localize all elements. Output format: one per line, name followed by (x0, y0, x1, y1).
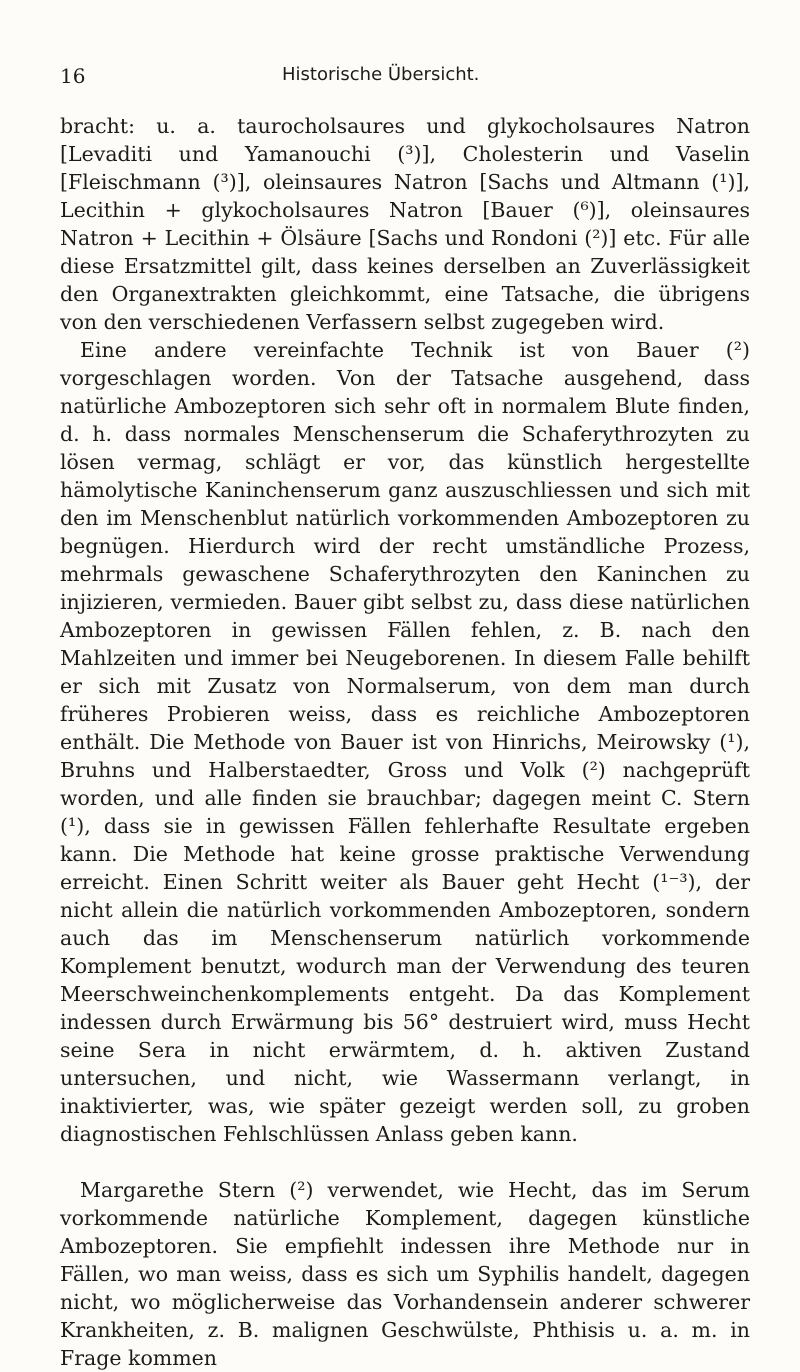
paragraph-3: Margarethe Stern (²) verwendet, wie Hecht, das im Serum vorkommende natürliche Komplement, dagegen künstliche Ambozeptoren. Sie empfiehlt indessen ihre Methode nur in Fällen, wo man weiss, dass es sich um Syphilis handelt, dagegen nicht, wo möglicherweise das Vorhandensein anderer schwerer Krankheiten, z. B. malignen Geschwülste, Phthisis u. a. m. in Frage kommen (60, 1178, 750, 1370)
running-title: Historische Übersicht. (282, 64, 480, 85)
page-header (60, 64, 760, 94)
body-text (60, 112, 750, 1372)
page-number: 16 (60, 64, 86, 88)
paragraph-1: bracht: u. a. taurocholsaures und glykocholsaures Natron [Levaditi und Yamanouchi (³)], Cholesterin und Vaselin [Fleischmann (³)], oleinsaures Natron [Sachs und Altmann (¹)], Lecithin + glykocholsaures Natron [Bauer (⁶)], oleinsaures Natron + Lecithin + Ölsäure [Sachs und Rondoni (²)] etc. Für alle diese Ersatzmittel gilt, dass keines derselben an Zuverlässigkeit den Organextrakten gleichkommt, eine Tatsache, die übrigens von den verschiedenen Verfassern selbst zugegeben wird. (60, 114, 750, 334)
paragraph-2: Eine andere vereinfachte Technik ist von Bauer (²) vorgeschlagen worden. Von der Tatsache ausgehend, dass natürliche Ambozeptoren sich sehr oft in normalem Blute finden, d. h. dass normales Menschenserum die Schaferythrozyten zu lösen vermag, schlägt er vor, das künstlich hergestellte hämolytische Kaninchenserum ganz auszuschliessen und sich mit den im Menschenblut natürlich vorkommenden Ambozeptoren zu begnügen. Hierdurch wird der recht umständliche Prozess, mehrmals gewaschene Schaferythrozyten den Kaninchen zu injizieren, vermieden. Bauer gibt selbst zu, dass diese natürlichen Ambozeptoren in gewissen Fällen fehlen, z. B. nach den Mahlzeiten und immer bei Neugeborenen. In diesem Falle behilft er sich mit Zusatz von Normalserum, von dem man durch früheres Probieren weiss, dass es reichliche Ambozeptoren enthält. Die Methode von Bauer ist von Hinrichs, Meirowsky (¹), Bruhns und Halberstaedter, Gross und Volk (²) nachgeprüft worden, und alle finden sie brauchbar; dagegen meint C. Stern (¹), dass sie in gewissen Fällen fehlerhafte Resultate ergeben kann. Die Methode hat keine grosse praktische Verwendung erreicht. Einen Schritt weiter als Bauer geht Hecht (¹⁻³), der nicht allein die natürlich vorkommenden Ambozeptoren, sondern auch das im Menschenserum natürlich vorkommende Komplement benutzt, wodurch man der Verwendung des teuren Meerschweinchenkomplements entgeht. Da das Komplement indessen durch Erwärmung bis 56° destruiert wird, muss Hecht seine Sera in nicht erwärmtem, d. h. aktiven Zustand untersuchen, und nicht, wie Wassermann verlangt, in inaktivierter, was, wie später gezeigt werden soll, zu groben diagnostischen Fehlschlüssen Anlass geben kann. (60, 338, 750, 1146)
